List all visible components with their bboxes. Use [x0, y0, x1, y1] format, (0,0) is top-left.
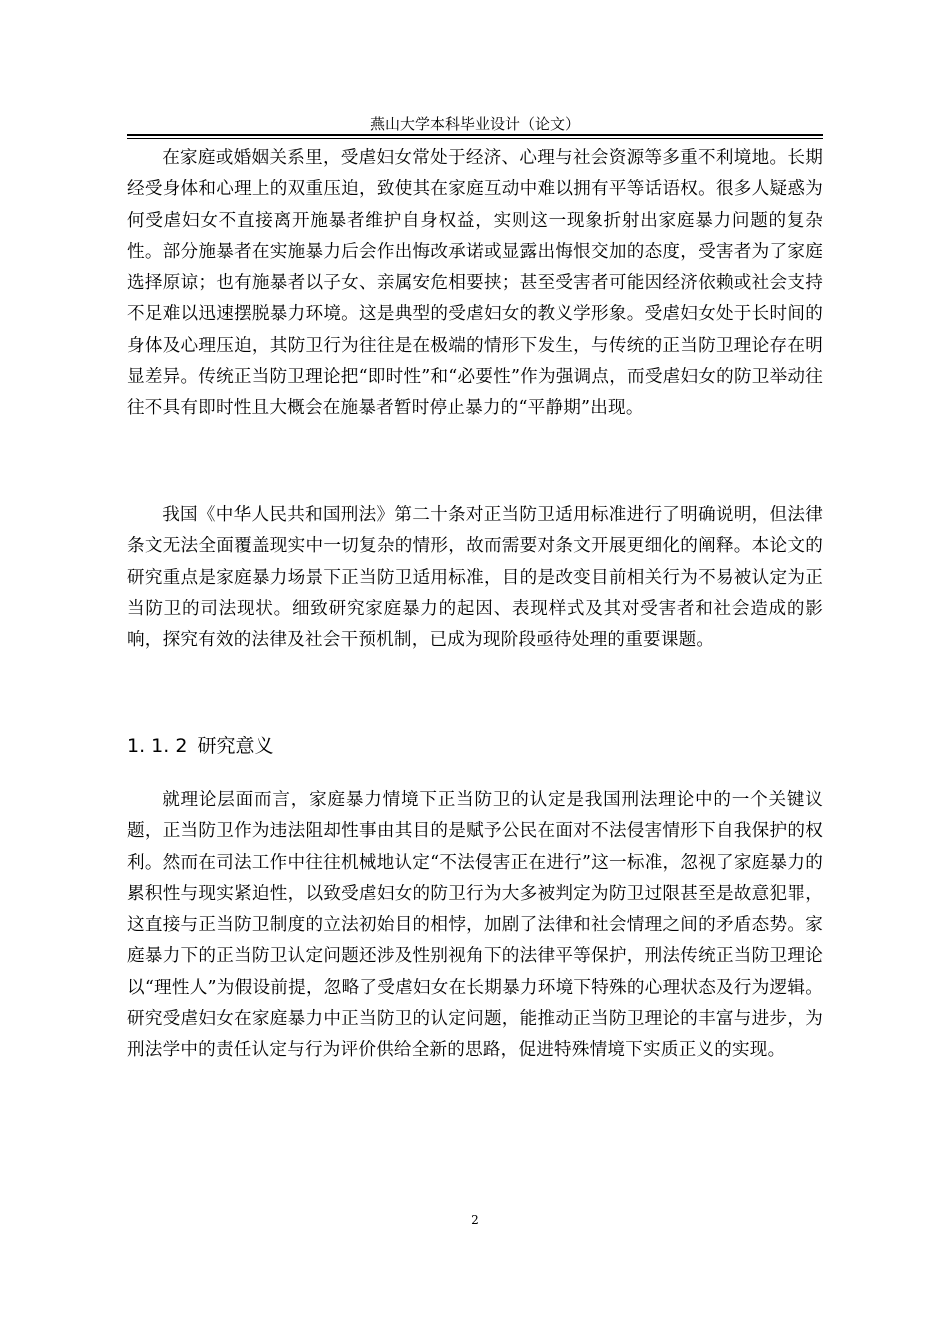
- section-number: 1. 1. 2: [127, 735, 188, 757]
- header-rule-thin: [127, 138, 823, 139]
- header-title: 燕山大学本科毕业设计（论文）: [369, 115, 580, 133]
- body-paragraph-3: 就理论层面而言，家庭暴力情境下正当防卫的认定是我国刑法理论中的一个关键议题，正当防卫作为违法阻却性事由其目的是赋予公民在面对不法侵害情形下自我保护的权利。然而在司法工作中往往机械地认定“不法侵害正在进行”这一标准，忽视了家庭暴力的累积性与现实紧迫性，以致受虐妇女的防卫行为大多被判定为防卫过限甚至是故意犯罪，这直接与正当防卫制度的立法初始目的相悖，加剧了法律和社会情理之间的矛盾态势。家庭暴力下的正当防卫认定问题还涉及性别视角下的法律平等保护，刑法传统正当防卫理论以“理性人”为假设前提，忽略了受虐妇女在长期暴力环境下特殊的心理状态及行为逻辑。研究受虐妇女在家庭暴力中正当防卫的认定问题，能推动正当防卫理论的丰富与进步，为刑法学中的责任认定与行为评价供给全新的思路，促进特殊情境下实质正义的实现。: [127, 790, 823, 1060]
- section-title: 研究意义: [197, 735, 274, 757]
- header-rule-thick: [127, 134, 823, 136]
- page-number: 2: [471, 1213, 479, 1227]
- body-paragraph-1: 在家庭或婚姻关系里，受虐妇女常处于经济、心理与社会资源等多重不利境地。长期经受身体和心理上的双重压迫，致使其在家庭互动中难以拥有平等话语权。很多人疑惑为何受虐妇女不直接离开施暴者维护自身权益，实则这一现象折射出家庭暴力问题的复杂性。部分施暴者在实施暴力后会作出悔改承诺或显露出悔恨交加的态度，受害者为了家庭选择原谅；也有施暴者以子女、亲属安危相要挟；甚至受害者可能因经济依赖或社会支持不足难以迅速摆脱暴力环境。这是典型的受虐妇女的教义学形象。受虐妇女处于长时间的身体及心理压迫，其防卫行为往往是在极端的情形下发生，与传统的正当防卫理论存在明显差异。传统正当防卫理论把“即时性”和“必要性”作为强调点，而受虐妇女的防卫举动往往不具有即时性且大概会在施暴者暂时停止暴力的“平静期”出现。: [127, 148, 823, 418]
- section-heading: [127, 728, 273, 764]
- body-paragraph-2: 我国《中华人民共和国刑法》第二十条对正当防卫适用标准进行了明确说明，但法律条文无法全面覆盖现实中一切复杂的情形，故而需要对条文开展更细化的阐释。本论文的研究重点是家庭暴力场景下正当防卫适用标准，目的是改变目前相关行为不易被认定为正当防卫的司法现状。细致研究家庭暴力的起因、表现样式及其对受害者和社会造成的影响，探究有效的法律及社会干预机制，已成为现阶段亟待处理的重要课题。: [127, 505, 823, 650]
